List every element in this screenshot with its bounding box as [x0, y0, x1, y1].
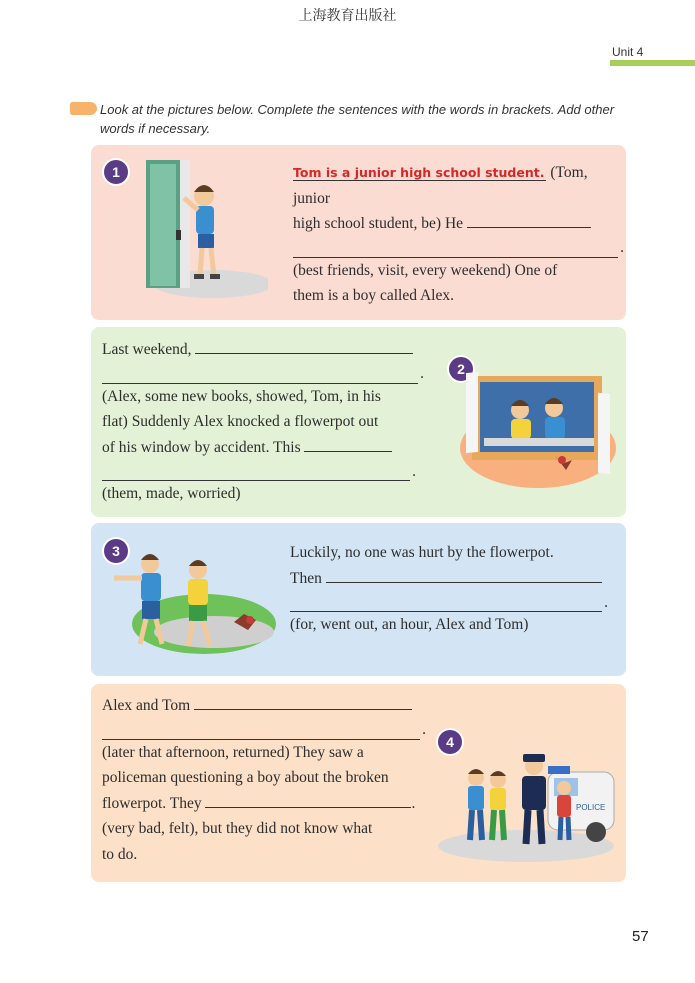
exercise-number-4: 4	[438, 730, 462, 754]
exercise-4-cue-c: flowerpot. They	[102, 794, 202, 812]
exercise-4-text: Alex and Tom . (later that afternoon, returned) They saw a policeman questioning a boy about the broken flowerpot. They . (very bad, felt), but they did not know what to do.	[102, 693, 432, 867]
unit-bar	[610, 60, 695, 66]
instruction-marker-icon	[70, 102, 97, 115]
policeman-illustration	[436, 736, 618, 862]
exercise-1-cue-a: (Tom, junior	[293, 164, 588, 207]
exercise-1-cue-b: high school student, be) He	[293, 215, 464, 232]
exercise-3-cue: (for, went out, an hour, Alex and Tom)	[290, 616, 529, 633]
exercise-4-tail: to do.	[102, 845, 138, 863]
exercise-2-cue-b: flat) Suddenly Alex knocked a flowerpot out	[102, 413, 379, 430]
answer-blank-1a[interactable]	[467, 211, 591, 228]
exercise-2-cue-a: (Alex, some new books, showed, Tom, in his	[102, 387, 381, 405]
answer-blank-3a[interactable]	[326, 566, 602, 583]
exercise-4-cue-a: (later that afternoon, returned) They saw a	[102, 743, 364, 761]
exercise-number-2: 2	[449, 357, 473, 381]
exercise-3-text	[290, 540, 610, 638]
window-boys-illustration	[458, 368, 618, 490]
page-number: 57	[632, 928, 649, 945]
police-car-label: POLICE	[576, 803, 606, 812]
answer-blank-3b[interactable]: .	[290, 591, 602, 612]
exercise-4-cue-d: (very bad, felt), but they did not know what	[102, 820, 373, 837]
answer-blank-4b[interactable]: .	[102, 719, 420, 740]
answer-blank-2b[interactable]: .	[102, 363, 418, 384]
boys-walking-illustration	[104, 548, 276, 656]
instructions: Look at the pictures below. Complete the sentences with the words in brackets. Add other words if necessary.	[100, 102, 615, 136]
exercise-2-cue-d: (them, made, worried)	[102, 485, 241, 502]
exercise-2-cue-c: of his window by accident. This	[102, 438, 301, 456]
answer-blank-2c[interactable]	[304, 435, 392, 452]
exercise-4-cue-b: policeman questioning a boy about the broken	[102, 769, 389, 786]
exercise-2-text	[102, 337, 427, 507]
exercise-number-1: 1	[104, 160, 128, 184]
answer-blank-2a[interactable]	[195, 337, 413, 354]
answer-blank-4c[interactable]	[205, 791, 411, 808]
exercise-1-tail: them is a boy called Alex.	[293, 287, 454, 304]
exercise-4-lead: Alex and Tom	[102, 697, 191, 714]
exercise-3-lead: Then	[290, 569, 322, 587]
publisher-header: 上海教育出版社	[298, 8, 397, 24]
exercise-1-cue-c: (best friends, visit, every weekend) One of	[293, 261, 558, 279]
exercise-2-lead: Last weekend,	[102, 341, 192, 358]
answer-blank-2d[interactable]: .	[102, 460, 410, 481]
exercise-3-line-a: Luckily, no one was hurt by the flowerpot.	[290, 544, 554, 561]
exercise-1-text	[293, 160, 624, 309]
answer-blank-1b[interactable]: .	[293, 237, 618, 258]
door-boy-illustration	[118, 152, 268, 302]
answer-1: Tom is a junior high school student.	[293, 165, 545, 180]
exercise-number-3: 3	[104, 539, 128, 563]
unit-label: Unit 4	[612, 45, 644, 59]
answer-blank-4a[interactable]	[194, 693, 412, 710]
